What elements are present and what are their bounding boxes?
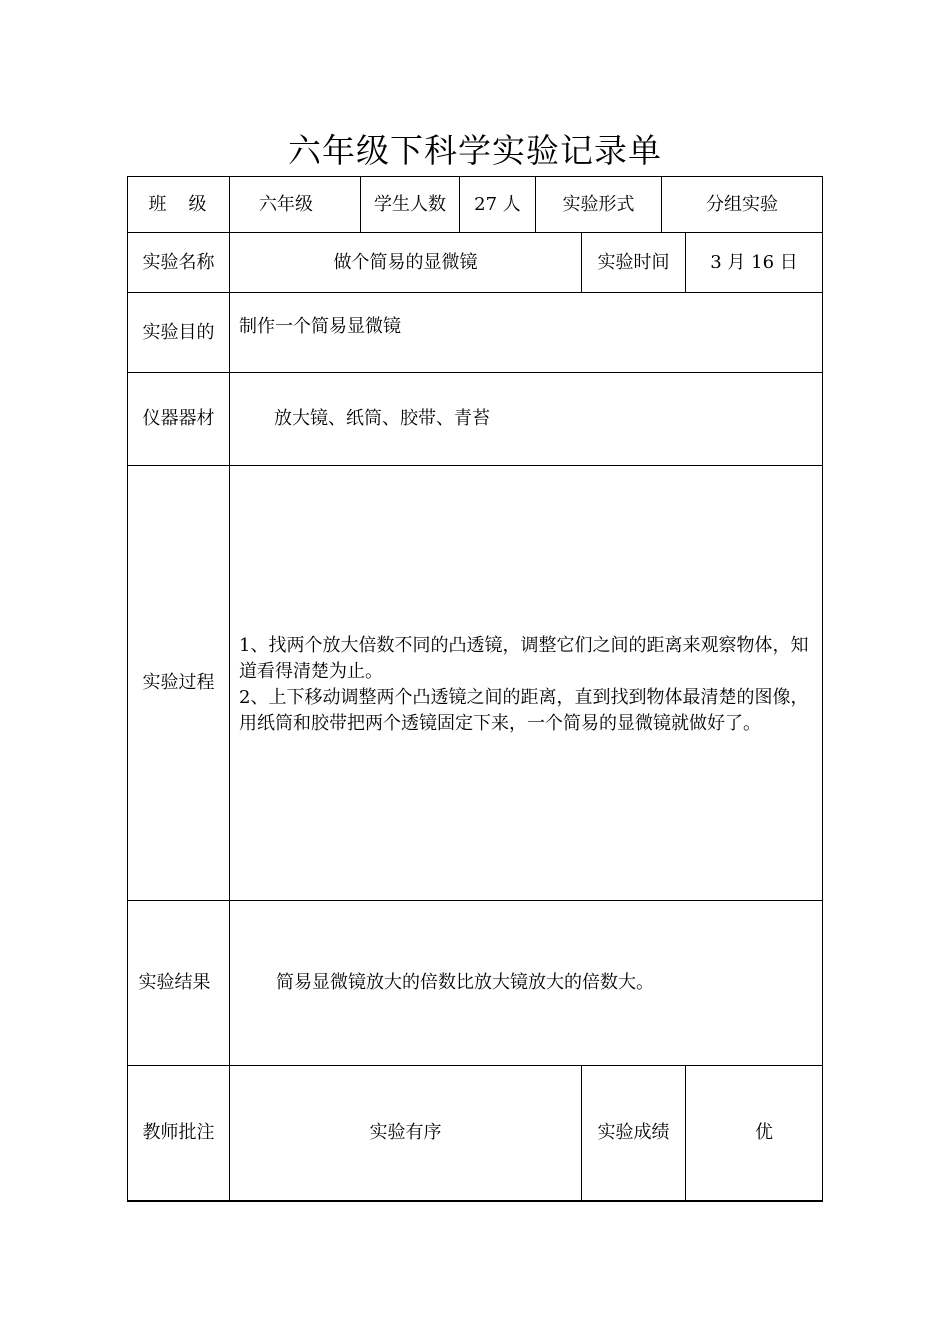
row-divider (127, 372, 823, 373)
result-label: 实验结果 (138, 972, 211, 993)
label-column-divider (229, 176, 230, 1202)
row-divider (127, 465, 823, 466)
row-divider (127, 900, 823, 901)
time-value: 3 月 16 日 (710, 251, 798, 273)
name-value: 做个简易的显微镜 (333, 251, 478, 273)
process-label: 实验过程 (142, 672, 215, 693)
table-border-right (822, 176, 823, 1202)
class-label: 班 级 (148, 193, 209, 215)
name-label: 实验名称 (142, 251, 215, 273)
comment-label: 教师批注 (142, 1122, 215, 1143)
form-label: 实验形式 (562, 193, 635, 215)
table-border-bottom (127, 1200, 823, 1202)
page-title: 六年级下科学实验记录单 (288, 131, 662, 170)
result-value: 简易显微镜放大的倍数比放大镜放大的倍数大。 (276, 972, 654, 993)
process-step: 2、上下移动调整两个凸透镜之间的距离，直到找到物体最清楚的图像，用纸筒和胶带把两个透镜固定下来，一个简易的显微镜就做好了。 (239, 687, 809, 734)
form-value: 分组实验 (706, 193, 778, 215)
purpose-label: 实验目的 (142, 321, 215, 343)
process-steps (239, 633, 815, 737)
students-label: 学生人数 (374, 193, 446, 215)
time-label: 实验时间 (597, 251, 670, 273)
purpose-value: 制作一个简易显微镜 (239, 316, 401, 337)
students-value: 27 人 (474, 193, 521, 215)
grade-value: 优 (755, 1122, 773, 1143)
process-step: 1、找两个放大倍数不同的凸透镜，调整它们之间的距离来观察物体，知道看得清楚为止。 (239, 635, 809, 682)
row-divider (127, 292, 823, 293)
equipment-label: 仪器器材 (142, 408, 215, 429)
comment-value: 实验有序 (369, 1122, 442, 1143)
class-value: 六年级 (259, 193, 313, 215)
grade-label: 实验成绩 (597, 1122, 670, 1143)
equipment-value: 放大镜、纸筒、胶带、青苔 (274, 408, 490, 429)
